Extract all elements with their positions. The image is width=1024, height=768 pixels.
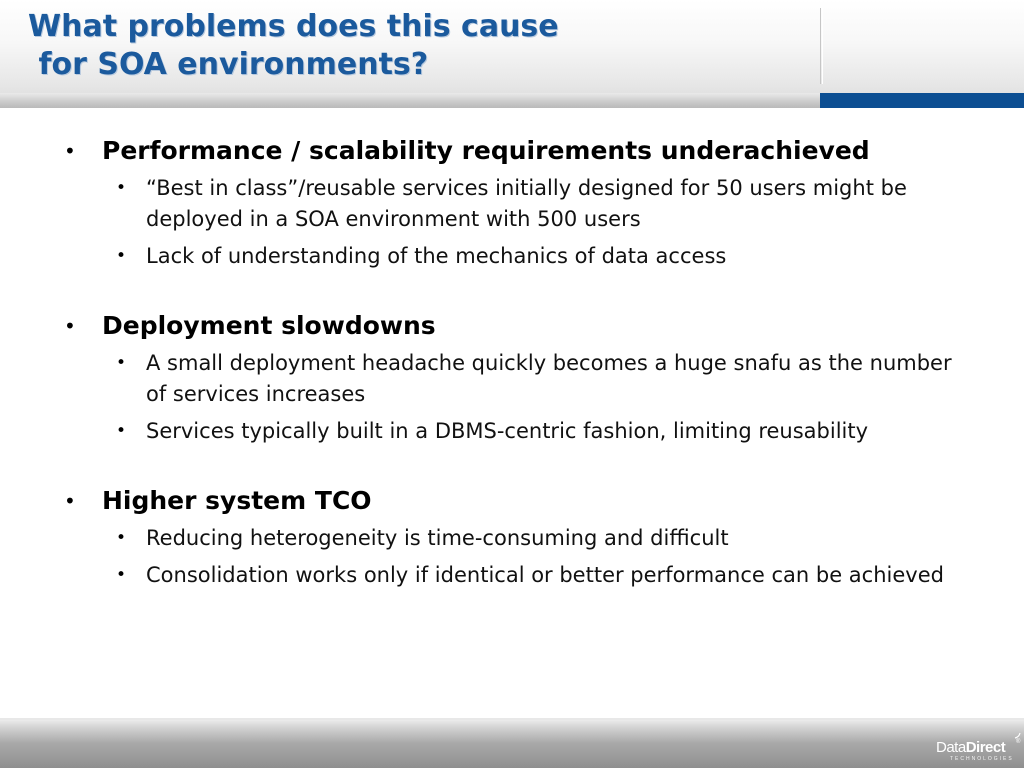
sub-bullet-marker: • — [116, 353, 127, 373]
bullet-marker: • — [64, 489, 76, 513]
sub-bullet-list — [102, 348, 998, 447]
datadirect-logo — [936, 738, 1022, 764]
bullet-marker: • — [64, 139, 76, 163]
logo-wordmark-part2: Direct — [965, 739, 1006, 756]
sub-bullet-marker: • — [116, 421, 127, 441]
slide-body — [58, 133, 998, 597]
header-accent-bar — [820, 93, 1024, 108]
header-separator-highlight — [822, 8, 823, 84]
bullet-performance — [58, 133, 998, 272]
logo-wordmark — [936, 740, 1005, 756]
bullet-tco — [58, 483, 998, 591]
sub-bullet-list — [102, 523, 998, 591]
sub-bullet — [58, 560, 954, 591]
sub-bullet-text: Services typically built in a DBMS-centric fashion, limiting reusability — [146, 419, 869, 443]
sub-bullet — [58, 416, 954, 447]
logo-registered-mark: ® — [1016, 739, 1021, 745]
sub-bullet-marker: • — [116, 528, 127, 548]
slide-title: What problems does this cause for SOA environments? — [28, 9, 559, 82]
header-rule — [0, 93, 820, 108]
sub-bullet — [58, 523, 954, 554]
logo-wordmark-part1: Data — [936, 739, 966, 756]
bullet-heading: Deployment slowdowns — [102, 311, 436, 340]
bullet-deployment — [58, 308, 998, 447]
sub-bullet-marker: • — [116, 565, 127, 585]
sub-bullet-text: Consolidation works only if identical or better performance can be achieved — [146, 563, 944, 587]
logo-tagline: TECHNOLOGIES — [950, 756, 1014, 762]
sub-bullet — [58, 173, 954, 235]
bullet-marker: • — [64, 314, 76, 338]
sub-bullet-list — [102, 173, 998, 272]
sub-bullet-text: A small deployment headache quickly becomes a huge snafu as the number of services increases — [146, 351, 952, 406]
sub-bullet-text: “Best in class”/reusable services initially designed for 50 users might be deployed in a SOA environment with 500 users — [146, 176, 907, 231]
sub-bullet — [58, 348, 954, 410]
sub-bullet-text: Lack of understanding of the mechanics of data access — [146, 244, 727, 268]
sub-bullet-marker: • — [116, 178, 127, 198]
bullet-heading: Higher system TCO — [102, 486, 372, 515]
sub-bullet-text: Reducing heterogeneity is time-consuming and difficult — [146, 526, 729, 550]
footer-band — [0, 718, 1024, 768]
sub-bullet — [58, 241, 954, 272]
sub-bullet-marker: • — [116, 246, 127, 266]
footer-highlight-line — [0, 718, 1024, 720]
header-separator — [820, 8, 821, 84]
bullet-heading: Performance / scalability requirements underachieved — [102, 136, 870, 165]
